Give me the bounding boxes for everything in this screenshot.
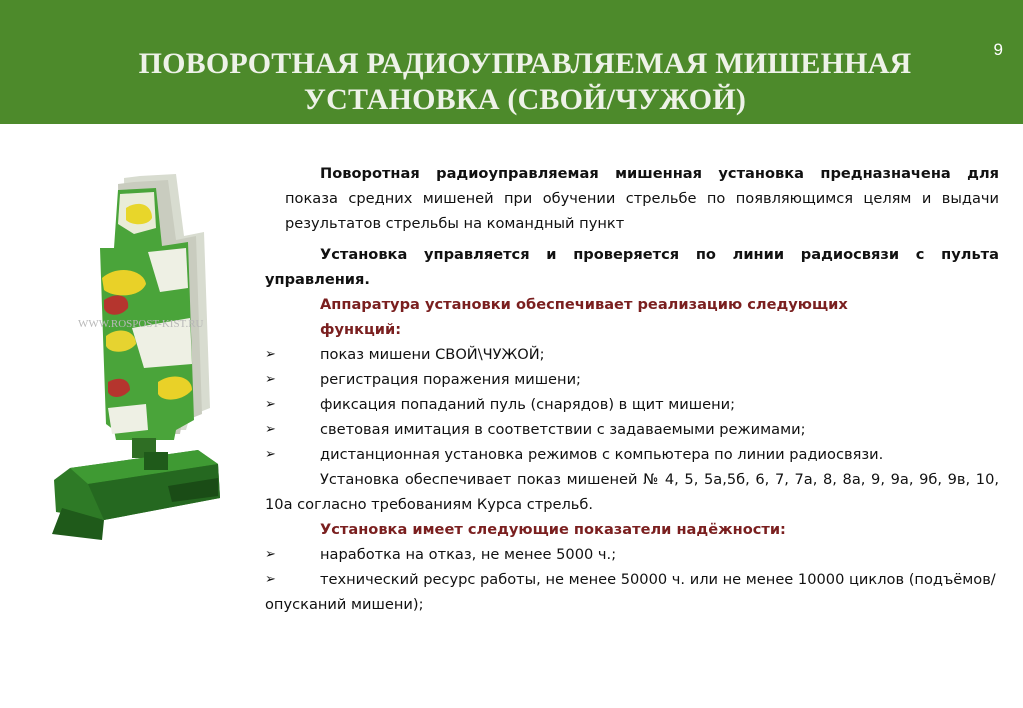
- target-unit-image: [48, 168, 238, 557]
- bullet-arrow-icon: ➢: [265, 572, 276, 587]
- slide-title-line-1: ПОВОРОТНАЯ РАДИОУПРАВЛЯЕМАЯ МИШЕННАЯ: [138, 47, 912, 80]
- slide-title-line-2: УСТАНОВКА (СВОЙ/ЧУЖОЙ): [303, 83, 747, 116]
- list-item-text: световая имитация в соответствии с задаваемыми режимами;: [320, 421, 806, 438]
- list-item: [265, 442, 999, 467]
- page-number: 9: [993, 40, 1003, 59]
- title-bar: [0, 0, 1023, 124]
- list-item-text: технический ресурс работы, не менее 50000 ч. или не менее 10000 циклов (подъёмов/опусканий мишени);: [265, 571, 996, 613]
- slide-title: [0, 46, 1023, 118]
- list-item-text: наработка на отказ, не менее 5000 ч.;: [320, 546, 617, 563]
- intro-paragraph: [265, 161, 999, 236]
- list-item: [265, 392, 999, 417]
- list-item: [265, 342, 999, 367]
- target-unit-illustration: [48, 168, 238, 553]
- list-item: [265, 417, 999, 442]
- list-item-text: регистрация поражения мишени;: [320, 371, 581, 388]
- bullet-arrow-icon: ➢: [265, 347, 276, 362]
- bullet-arrow-icon: ➢: [265, 447, 276, 462]
- bullet-arrow-icon: ➢: [265, 372, 276, 387]
- control-paragraph: Установка управляется и проверяется по линии радиосвязи с пульта управления.: [265, 246, 999, 288]
- bullet-arrow-icon: ➢: [265, 547, 276, 562]
- list-item: [265, 567, 999, 617]
- camo-patch: [108, 404, 148, 434]
- intro-rest-text: показа средних мишеней при обучении стрельбе по появляющимся целям и выдачи результатов стрельбы на командный пункт: [285, 190, 999, 232]
- bullet-arrow-icon: ➢: [265, 397, 276, 412]
- slide-body: [265, 161, 999, 617]
- list-item-text: фиксация попаданий пуль (снарядов) в щит мишени;: [320, 396, 736, 413]
- functions-heading: Аппаратура установки обеспечивает реализацию следующих функций:: [320, 296, 848, 338]
- list-item: [265, 542, 999, 567]
- list-item-text: дистанционная установка режимов с компьютера по линии радиосвязи.: [320, 446, 884, 463]
- base-hub: [144, 452, 168, 470]
- image-watermark: WWW.ROSPOST-KIST.RU: [78, 318, 204, 330]
- reliability-heading: Установка имеет следующие показатели надёжности:: [320, 521, 786, 538]
- list-item-text: показ мишени СВОЙ\ЧУЖОЙ;: [320, 346, 545, 363]
- list-item: [265, 367, 999, 392]
- targets-paragraph: Установка обеспечивает показ мишеней № 4, 5, 5а,5б, 6, 7, 7а, 8, 8а, 9, 9а, 9б, 9в, 10, 10а согласно требованиям Курса стрельб.: [265, 471, 999, 513]
- intro-bold-text: Поворотная радиоуправляемая мишенная установка предназначена для: [320, 165, 999, 182]
- bullet-arrow-icon: ➢: [265, 422, 276, 437]
